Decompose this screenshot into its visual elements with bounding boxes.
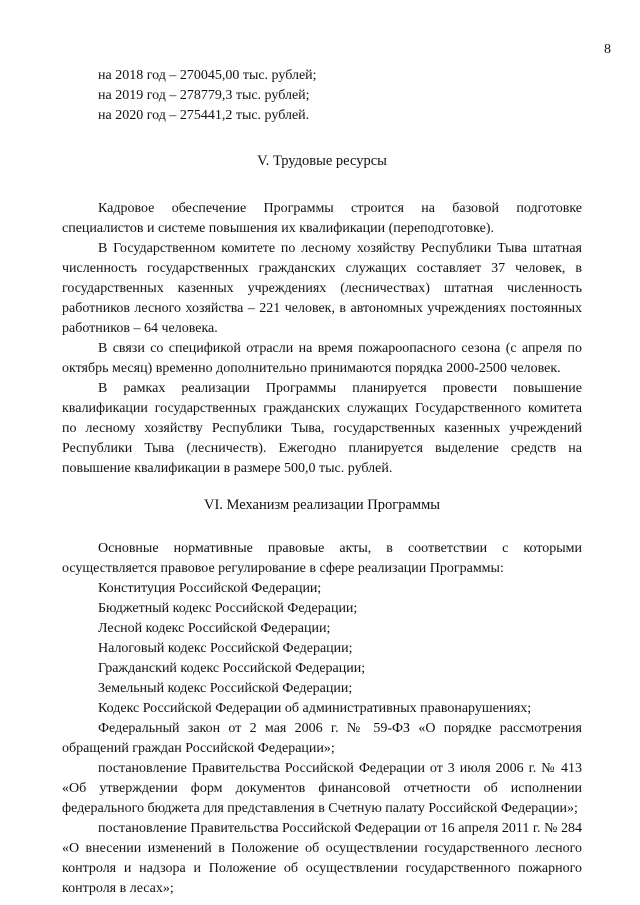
legal-act-item: Налоговый кодекс Российской Федерации; bbox=[98, 641, 353, 656]
section-title-labor-resources: V. Трудовые ресурсы bbox=[257, 153, 387, 169]
legal-act-item: Бюджетный кодекс Российской Федерации; bbox=[98, 601, 358, 616]
legal-act-paragraph: Федеральный закон от 2 мая 2006 г. № 59-ФЗ «О порядке рассмотрения обращений граждан Российской Федерации»; bbox=[62, 721, 582, 756]
document-body bbox=[62, 66, 582, 899]
budget-line: на 2020 год – 275441,2 тыс. рублей. bbox=[98, 108, 310, 123]
legal-act-item: Конституция Российской Федерации; bbox=[98, 581, 322, 596]
legal-act-item: Кодекс Российской Федерации об административных правонарушениях; bbox=[98, 701, 532, 716]
paragraph: Кадровое обеспечение Программы строится на базовой подготовке специалистов и системе повышения их квалификации (переподготовке). bbox=[62, 201, 582, 236]
legal-act-paragraph: постановление Правительства Российской Федерации от 16 апреля 2011 г. № 284 «О внесении изменений в Положение об осуществлении государственного лесного контроля и надзора и Положение об осуществлении государственного пожарного контроля в лесах»; bbox=[62, 821, 582, 896]
section-title-implementation-mechanism: VI. Механизм реализации Программы bbox=[203, 497, 441, 513]
legal-act-item: Гражданский кодекс Российской Федерации; bbox=[98, 661, 366, 676]
paragraph: Основные нормативные правовые акты, в соответствии с которыми осуществляется правовое регулирование в сфере реализации Программы: bbox=[62, 541, 582, 576]
legal-act-item: Лесной кодекс Российской Федерации; bbox=[98, 621, 331, 636]
paragraph: В Государственном комитете по лесному хозяйству Республики Тыва штатная численность государственных гражданских служащих составляет 37 человек, в государственных казенных учреждениях (лесничествах) штатная численность работников лесного хозяйства – 221 человек, в автономных учреждениях постоянных работников – 64 человека. bbox=[62, 241, 582, 336]
legal-act-paragraph: постановление Правительства Российской Федерации от 3 июля 2006 г. № 413 «Об утверждении форм документов финансовой отчетности об исполнении федерального бюджета для представления в Счетную палату Российской Федерации»; bbox=[62, 761, 582, 816]
legal-act-item: Земельный кодекс Российской Федерации; bbox=[98, 681, 353, 696]
budget-line: на 2018 год – 270045,00 тыс. рублей; bbox=[98, 68, 317, 83]
budget-line: на 2019 год – 278779,3 тыс. рублей; bbox=[98, 88, 310, 103]
paragraph: В рамках реализации Программы планируется провести повышение квалификации государственных гражданских служащих Государственного комитета по лесному хозяйству Республики Тыва, государственных казенных учреждений Республики Тыва (лесничеств). Ежегодно планируется выделение средств на повышение квалификации в размере 500,0 тыс. рублей. bbox=[62, 381, 582, 476]
budget-list bbox=[62, 66, 582, 126]
paragraph: В связи со спецификой отрасли на время пожароопасного сезона (с апреля по октябрь месяц) временно дополнительно принимаются порядка 2000-2500 человек. bbox=[62, 341, 582, 376]
page-number: 8 bbox=[604, 42, 611, 57]
